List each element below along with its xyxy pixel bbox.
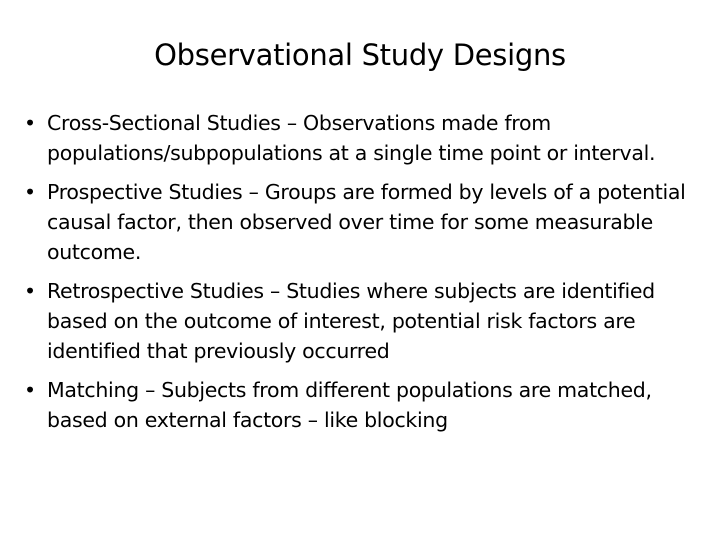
bullet-item-prospective <box>24 177 696 267</box>
bullet-item-matching <box>24 375 696 435</box>
bullet-list <box>24 108 696 444</box>
bullet-marker: • <box>24 111 36 135</box>
bullet-item-retrospective <box>24 276 696 366</box>
bullet-marker: • <box>24 378 36 402</box>
bullet-text: Matching – Subjects from different populations are matched, based on external factors – like blocking <box>47 378 652 432</box>
bullet-text: Cross-Sectional Studies – Observations made from populations/subpopulations at a single time point or interval. <box>47 111 656 165</box>
slide-title: Observational Study Designs <box>154 38 566 72</box>
bullet-item-cross-sectional <box>24 108 696 168</box>
bullet-text: Retrospective Studies – Studies where subjects are identified based on the outcome of interest, potential risk factors are identified that previously occurred <box>47 279 655 363</box>
bullet-text: Prospective Studies – Groups are formed by levels of a potential causal factor, then observed over time for some measurable outcome. <box>47 180 686 264</box>
bullet-marker: • <box>24 279 36 303</box>
bullet-marker: • <box>24 180 36 204</box>
